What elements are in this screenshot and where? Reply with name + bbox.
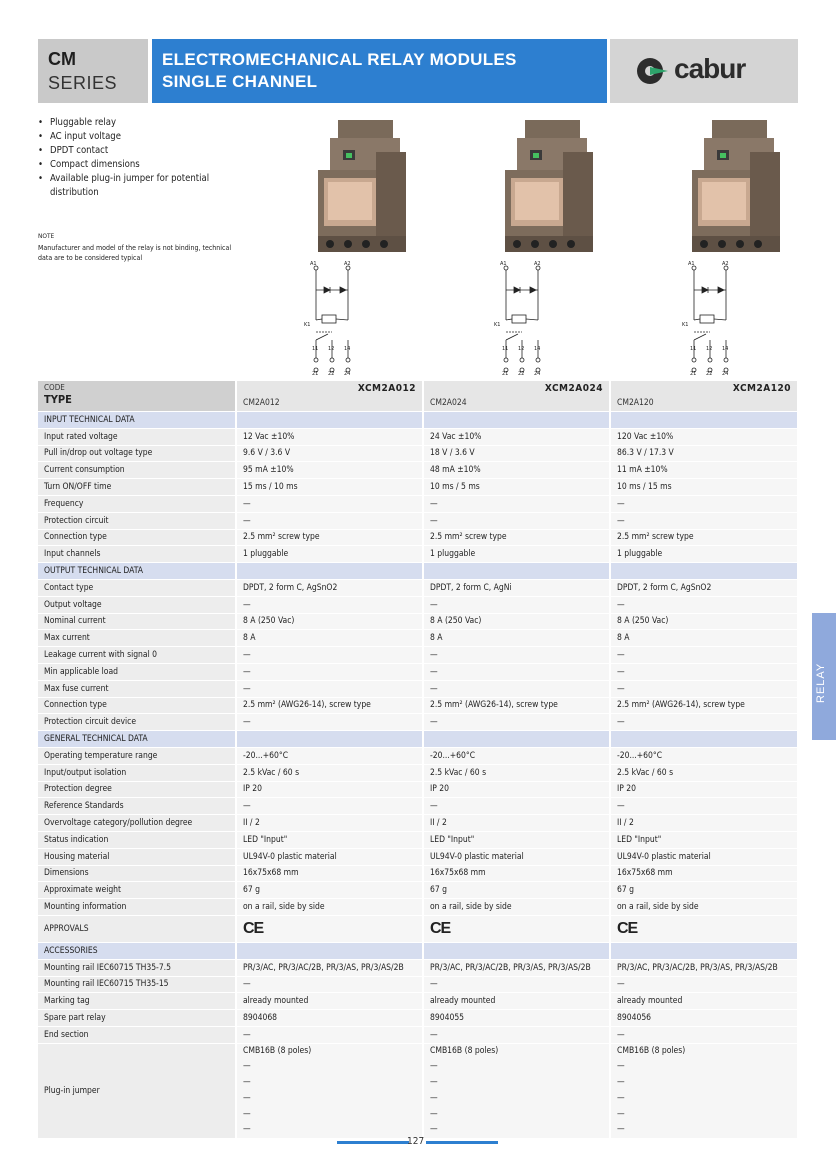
value-cell: already mounted: [610, 993, 798, 1010]
schematic-label: 12: [328, 346, 335, 352]
schematic-label: 21: [690, 371, 697, 375]
wiring-schematic: [492, 260, 550, 375]
row-label: Marking tag: [38, 993, 236, 1010]
value-cell: DPDT, 2 form C, AgSnO2: [236, 579, 423, 596]
value-cell: 2.5 mm² (AWG26-14), screw type: [236, 697, 423, 714]
row-label: Connection type: [38, 697, 236, 714]
value-cell: 12 Vac ±10%: [236, 428, 423, 445]
value-cell: —: [423, 596, 610, 613]
side-tab-label: RELAY: [815, 662, 827, 703]
footer-rule: [426, 1141, 498, 1144]
value-cell: -20...+60°C: [423, 747, 610, 764]
row-label: Overvoltage category/pollution degree: [38, 815, 236, 832]
row-label: End section: [38, 1026, 236, 1043]
section-title: GENERAL TECHNICAL DATA: [38, 731, 236, 748]
section-cell: [423, 731, 610, 748]
feature-item: • Compact dimensions: [38, 158, 238, 172]
table-row: [38, 613, 798, 630]
table-row: [38, 697, 798, 714]
jumper-line: —: [430, 1108, 438, 1119]
value-cell: 86.3 V / 17.3 V: [610, 445, 798, 462]
value-cell: —: [610, 714, 798, 731]
value-cell: 1 pluggable: [423, 546, 610, 563]
product-code: XCM2A012: [357, 383, 416, 394]
value-cell: 8 A: [423, 630, 610, 647]
table-row: [38, 512, 798, 529]
section-cell: [236, 563, 423, 580]
section-row: [38, 412, 798, 429]
value-cell: —: [610, 495, 798, 512]
value-cell: —: [423, 680, 610, 697]
row-label: Nominal current: [38, 613, 236, 630]
row-label: Status indication: [38, 831, 236, 848]
value-cell: 2.5 kVac / 60 s: [610, 764, 798, 781]
value-cell: LED "Input": [423, 831, 610, 848]
value-cell: -20...+60°C: [236, 747, 423, 764]
value-cell: —: [610, 647, 798, 664]
value-cell: —: [423, 798, 610, 815]
value-cell: —: [610, 596, 798, 613]
value-cell: —: [610, 976, 798, 993]
schematic-label: 21: [502, 371, 509, 375]
value-cell: on a rail, side by side: [610, 899, 798, 916]
value-cell: 8 A (250 Vac): [610, 613, 798, 630]
table-row: [38, 781, 798, 798]
row-label: Connection type: [38, 529, 236, 546]
table-row: [38, 445, 798, 462]
value-cell: 2.5 mm² (AWG26-14), screw type: [610, 697, 798, 714]
table-row: [38, 596, 798, 613]
code-label: CODE: [44, 383, 65, 392]
row-label: Max current: [38, 630, 236, 647]
schematic-label: 14: [722, 346, 729, 352]
schematic-label: 12: [706, 346, 713, 352]
jumper-line: —: [243, 1061, 251, 1072]
note-text: Manufacturer and model of the relay is not binding, technical data are to be considered typical: [38, 244, 232, 262]
feature-item: • DPDT contact: [38, 144, 238, 158]
row-label: Protection circuit: [38, 512, 236, 529]
ce-mark-icon: CE: [243, 919, 264, 937]
table-row: [38, 831, 798, 848]
section-cell: [236, 731, 423, 748]
schematic-label: 24: [534, 371, 541, 375]
value-cell: 15 ms / 10 ms: [236, 479, 423, 496]
table-row: [38, 680, 798, 697]
title-box: [152, 39, 607, 103]
value-cell: —: [423, 714, 610, 731]
value-cell: —: [236, 1026, 423, 1043]
product-code: XCM2A120: [732, 383, 791, 394]
section-cell: [423, 563, 610, 580]
ce-mark-icon: CE: [617, 919, 638, 937]
value-cell: UL94V-0 plastic material: [236, 848, 423, 865]
section-cell: [610, 731, 798, 748]
relay-module-image: [298, 112, 420, 262]
product-code: XCM2A024: [544, 383, 603, 394]
table-row: [38, 546, 798, 563]
section-cell: [236, 412, 423, 429]
row-label: Min applicable load: [38, 663, 236, 680]
page-title: [162, 49, 517, 93]
section-title: INPUT TECHNICAL DATA: [38, 412, 236, 429]
value-cell: 10 ms / 5 ms: [423, 479, 610, 496]
jumper-line: —: [243, 1124, 251, 1135]
value-cell: II / 2: [236, 815, 423, 832]
schematic-label: 21: [312, 371, 319, 375]
table-row: [38, 865, 798, 882]
section-cell: [610, 412, 798, 429]
product-type: CM2A120: [617, 398, 654, 408]
row-label: Current consumption: [38, 462, 236, 479]
row-label: Approximate weight: [38, 882, 236, 899]
value-cell: 2.5 mm² screw type: [610, 529, 798, 546]
row-label: Mounting rail IEC60715 TH35-7.5: [38, 959, 236, 976]
type-label: TYPE: [44, 393, 72, 406]
schematic-label: 11: [690, 346, 697, 352]
value-cell: -20...+60°C: [610, 747, 798, 764]
value-cell: —: [423, 495, 610, 512]
feature-item: • Available plug-in jumper for potential distribution: [38, 172, 238, 200]
value-cell: —: [423, 1026, 610, 1043]
value-cell: —: [236, 680, 423, 697]
value-cell: UL94V-0 plastic material: [423, 848, 610, 865]
brand-name: cabur: [674, 53, 746, 84]
row-label: Leakage current with signal 0: [38, 647, 236, 664]
schematic-label: 11: [502, 346, 509, 352]
feature-item: • AC input voltage: [38, 130, 238, 144]
series-box: [38, 39, 148, 103]
value-cell: —: [610, 1026, 798, 1043]
row-label: Pull in/drop out voltage type: [38, 445, 236, 462]
row-label: APPROVALS: [38, 915, 236, 942]
table-row: [38, 428, 798, 445]
table-row: [38, 1043, 798, 1138]
jumper-line: —: [243, 1077, 251, 1088]
value-cell: DPDT, 2 form C, AgSnO2: [610, 579, 798, 596]
note-title: NOTE: [38, 232, 55, 240]
value-cell: 8904056: [610, 1010, 798, 1027]
value-cell: —: [610, 680, 798, 697]
value-cell: 16x75x68 mm: [423, 865, 610, 882]
approval-cell: [236, 915, 423, 942]
feature-list: [38, 116, 238, 200]
relay-module-image: [485, 112, 607, 262]
value-cell: 120 Vac ±10%: [610, 428, 798, 445]
value-cell: 2.5 kVac / 60 s: [423, 764, 610, 781]
jumper-line: —: [243, 1108, 251, 1119]
value-cell: 48 mA ±10%: [423, 462, 610, 479]
jumper-cell: [236, 1043, 423, 1138]
schematic-label: A1: [500, 261, 507, 267]
table-row: [38, 915, 798, 942]
row-label: Contact type: [38, 579, 236, 596]
value-cell: on a rail, side by side: [423, 899, 610, 916]
table-row: [38, 495, 798, 512]
value-cell: 16x75x68 mm: [610, 865, 798, 882]
title-line-1: ELECTROMECHANICAL RELAY MODULES: [162, 50, 517, 69]
ce-mark-icon: CE: [430, 919, 451, 937]
value-cell: —: [423, 976, 610, 993]
row-label: Output voltage: [38, 596, 236, 613]
jumper-cell: [610, 1043, 798, 1138]
section-row: [38, 942, 798, 959]
value-cell: 67 g: [236, 882, 423, 899]
jumper-line: —: [617, 1061, 625, 1072]
value-cell: —: [236, 647, 423, 664]
table-row: [38, 882, 798, 899]
value-cell: 2.5 kVac / 60 s: [236, 764, 423, 781]
value-cell: 11 mA ±10%: [610, 462, 798, 479]
jumper-line: —: [430, 1124, 438, 1135]
row-label: Max fuse current: [38, 680, 236, 697]
table-row: [38, 529, 798, 546]
value-cell: IP 20: [610, 781, 798, 798]
relay-module-image: [672, 112, 794, 262]
table-row: [38, 462, 798, 479]
series-label: SERIES: [48, 73, 118, 93]
value-cell: 10 ms / 15 ms: [610, 479, 798, 496]
jumper-line: —: [430, 1077, 438, 1088]
schematic-label: 11: [312, 346, 319, 352]
schematic-label: K1: [494, 322, 501, 328]
schematic-label: A2: [722, 261, 729, 267]
product-column-header: [610, 381, 798, 412]
value-cell: II / 2: [423, 815, 610, 832]
value-cell: DPDT, 2 form C, AgNi: [423, 579, 610, 596]
approval-cell: [423, 915, 610, 942]
section-cell: [423, 942, 610, 959]
value-cell: —: [423, 512, 610, 529]
title-line-2: SINGLE CHANNEL: [162, 72, 318, 91]
jumper-line: —: [617, 1077, 625, 1088]
value-cell: 24 Vac ±10%: [423, 428, 610, 445]
value-cell: —: [610, 663, 798, 680]
value-cell: —: [236, 512, 423, 529]
row-label: Dimensions: [38, 865, 236, 882]
table-row: [38, 993, 798, 1010]
table-row: [38, 959, 798, 976]
section-side-tab: [812, 613, 836, 740]
schematic-label: 22: [328, 371, 335, 375]
jumper-line: CMB16B (8 poles): [243, 1045, 312, 1056]
section-row: [38, 563, 798, 580]
schematic-label: 12: [518, 346, 525, 352]
table-row: [38, 479, 798, 496]
schematic-label: K1: [682, 322, 689, 328]
table-row: [38, 630, 798, 647]
jumper-line: CMB16B (8 poles): [617, 1045, 686, 1056]
product-column-header: [423, 381, 610, 412]
value-cell: 95 mA ±10%: [236, 462, 423, 479]
value-cell: —: [423, 663, 610, 680]
value-cell: LED "Input": [610, 831, 798, 848]
value-cell: II / 2: [610, 815, 798, 832]
value-cell: 8 A: [236, 630, 423, 647]
value-cell: already mounted: [423, 993, 610, 1010]
value-cell: 2.5 mm² screw type: [236, 529, 423, 546]
schematic-label: 14: [534, 346, 541, 352]
value-cell: —: [236, 596, 423, 613]
jumper-line: —: [430, 1061, 438, 1072]
schematic-label: 22: [706, 371, 713, 375]
row-label: Spare part relay: [38, 1010, 236, 1027]
schematic-label: A2: [534, 261, 541, 267]
value-cell: —: [236, 798, 423, 815]
schematic-label: A1: [310, 261, 317, 267]
brand-box: [610, 39, 798, 103]
jumper-line: —: [243, 1092, 251, 1103]
product-column-header: [236, 381, 423, 412]
row-label: Housing material: [38, 848, 236, 865]
table-row: [38, 764, 798, 781]
table-row: [38, 647, 798, 664]
table-row: [38, 663, 798, 680]
value-cell: —: [236, 663, 423, 680]
value-cell: 8904055: [423, 1010, 610, 1027]
page-number: 127: [407, 1136, 425, 1147]
value-cell: —: [610, 512, 798, 529]
jumper-line: —: [617, 1092, 625, 1103]
value-cell: 67 g: [610, 882, 798, 899]
row-label: Mounting rail IEC60715 TH35-15: [38, 976, 236, 993]
row-label: Frequency: [38, 495, 236, 512]
section-row: [38, 731, 798, 748]
row-label: Operating temperature range: [38, 747, 236, 764]
row-label: Mounting information: [38, 899, 236, 916]
schematic-label: 14: [344, 346, 351, 352]
section-title: OUTPUT TECHNICAL DATA: [38, 563, 236, 580]
schematic-label: K1: [304, 322, 311, 328]
value-cell: 8 A: [610, 630, 798, 647]
value-cell: PR/3/AC, PR/3/AC/2B, PR/3/AS, PR/3/AS/2B: [423, 959, 610, 976]
table-row: [38, 848, 798, 865]
jumper-line: CMB16B (8 poles): [430, 1045, 499, 1056]
schematic-label: 22: [518, 371, 525, 375]
value-cell: 18 V / 3.6 V: [423, 445, 610, 462]
schematic-label: 24: [344, 371, 351, 375]
table-row: [38, 798, 798, 815]
table-row: [38, 976, 798, 993]
value-cell: already mounted: [236, 993, 423, 1010]
section-cell: [423, 412, 610, 429]
value-cell: IP 20: [423, 781, 610, 798]
product-type: CM2A012: [243, 398, 280, 408]
section-cell: [610, 563, 798, 580]
row-label: Input/output isolation: [38, 764, 236, 781]
schematic-label: A2: [344, 261, 351, 267]
section-title: ACCESSORIES: [38, 942, 236, 959]
table-row: [38, 899, 798, 916]
code-type-cell: [38, 381, 236, 412]
table-row: [38, 747, 798, 764]
series-code: CM: [48, 49, 76, 69]
table-header-row: [38, 381, 798, 412]
table-row: [38, 714, 798, 731]
value-cell: IP 20: [236, 781, 423, 798]
table-row: [38, 1026, 798, 1043]
product-type: CM2A024: [430, 398, 467, 408]
row-label: Protection degree: [38, 781, 236, 798]
table-row: [38, 815, 798, 832]
value-cell: 8 A (250 Vac): [236, 613, 423, 630]
value-cell: UL94V-0 plastic material: [610, 848, 798, 865]
value-cell: —: [423, 647, 610, 664]
value-cell: PR/3/AC, PR/3/AC/2B, PR/3/AS, PR/3/AS/2B: [236, 959, 423, 976]
value-cell: —: [236, 495, 423, 512]
value-cell: —: [236, 976, 423, 993]
row-label: Protection circuit device: [38, 714, 236, 731]
jumper-cell: [423, 1043, 610, 1138]
row-label: Input rated voltage: [38, 428, 236, 445]
value-cell: 8904068: [236, 1010, 423, 1027]
value-cell: 2.5 mm² (AWG26-14), screw type: [423, 697, 610, 714]
value-cell: —: [236, 714, 423, 731]
section-cell: [610, 942, 798, 959]
value-cell: 8 A (250 Vac): [423, 613, 610, 630]
section-cell: [236, 942, 423, 959]
row-label: Turn ON/OFF time: [38, 479, 236, 496]
table-row: [38, 1010, 798, 1027]
note: [38, 231, 238, 263]
value-cell: —: [610, 798, 798, 815]
value-cell: 67 g: [423, 882, 610, 899]
feature-item: • Pluggable relay: [38, 116, 238, 130]
value-cell: 2.5 mm² screw type: [423, 529, 610, 546]
value-cell: 16x75x68 mm: [236, 865, 423, 882]
schematic-label: A1: [688, 261, 695, 267]
value-cell: LED "Input": [236, 831, 423, 848]
table-row: [38, 579, 798, 596]
jumper-line: —: [430, 1092, 438, 1103]
value-cell: 1 pluggable: [236, 546, 423, 563]
row-label: Input channels: [38, 546, 236, 563]
spec-table: [38, 381, 799, 1139]
wiring-schematic: [680, 260, 738, 375]
approval-cell: [610, 915, 798, 942]
row-label: Plug-in jumper: [38, 1043, 236, 1138]
value-cell: 9.6 V / 3.6 V: [236, 445, 423, 462]
value-cell: on a rail, side by side: [236, 899, 423, 916]
schematic-label: 24: [722, 371, 729, 375]
value-cell: 1 pluggable: [610, 546, 798, 563]
value-cell: PR/3/AC, PR/3/AC/2B, PR/3/AS, PR/3/AS/2B: [610, 959, 798, 976]
footer-rule: [337, 1141, 409, 1144]
jumper-line: —: [617, 1108, 625, 1119]
wiring-schematic: [302, 260, 360, 375]
cabur-logo-icon: [634, 56, 670, 86]
row-label: Reference Standards: [38, 798, 236, 815]
jumper-line: —: [617, 1124, 625, 1135]
